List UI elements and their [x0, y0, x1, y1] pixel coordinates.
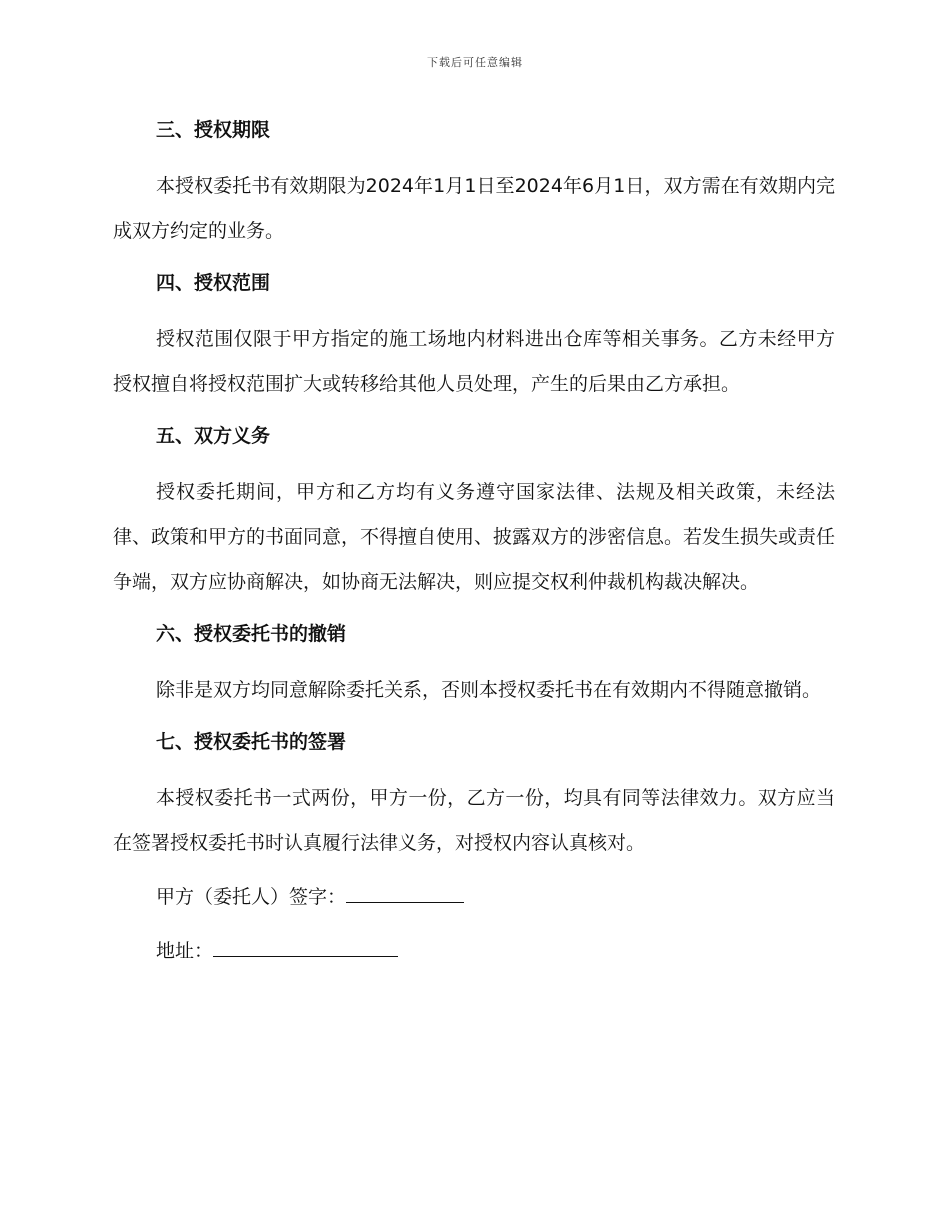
- section-paragraph: 授权范围仅限于甲方指定的施工场地内材料进出仓库等相关事务。乙方未经甲方授权擅自将授权范围扩大或转移给其他人员处理，产生的后果由乙方承担。: [113, 328, 835, 395]
- section-heading: 五、双方义务: [156, 425, 271, 447]
- section-heading: 六、授权委托书的撤销: [156, 623, 347, 645]
- address-line: [113, 929, 835, 974]
- party-a-signature-blank[interactable]: [346, 888, 464, 903]
- section-signing: [113, 722, 835, 866]
- section-paragraph: 授权委托期间，甲方和乙方均有义务遵守国家法律、法规及相关政策，未经法律、政策和甲方的书面同意，不得擅自使用、披露双方的涉密信息。若发生损失或责任争端，双方应协商解决，如协商无法解决，则应提交权利仲裁机构裁决解决。: [113, 481, 836, 593]
- section-heading: 三、授权期限: [156, 119, 271, 141]
- page-header: 下载后可任意编辑: [427, 56, 523, 69]
- section-heading: 七、授权委托书的签署: [156, 731, 347, 753]
- party-a-signature-label: 甲方（委托人）签字：: [156, 886, 347, 908]
- section-term: [113, 110, 835, 254]
- section-paragraph: 本授权委托书有效期限为2024年1月1日至2024年6月1日，双方需在有效期内完成双方约定的业务。: [113, 175, 835, 242]
- document-body: [113, 110, 835, 983]
- section-obligations: [113, 416, 835, 605]
- section-paragraph: 除非是双方均同意解除委托关系，否则本授权委托书在有效期内不得随意撤销。: [156, 679, 822, 701]
- section-scope: [113, 263, 835, 407]
- address-label: 地址：: [156, 940, 214, 962]
- section-paragraph: 本授权委托书一式两份，甲方一份，乙方一份，均具有同等法律效力。双方应当在签署授权委托书时认真履行法律义务，对授权内容认真核对。: [113, 787, 835, 854]
- section-heading: 四、授权范围: [156, 272, 271, 294]
- party-a-signature-line: [113, 875, 835, 920]
- address-blank[interactable]: [213, 942, 398, 957]
- section-revocation: [113, 614, 835, 713]
